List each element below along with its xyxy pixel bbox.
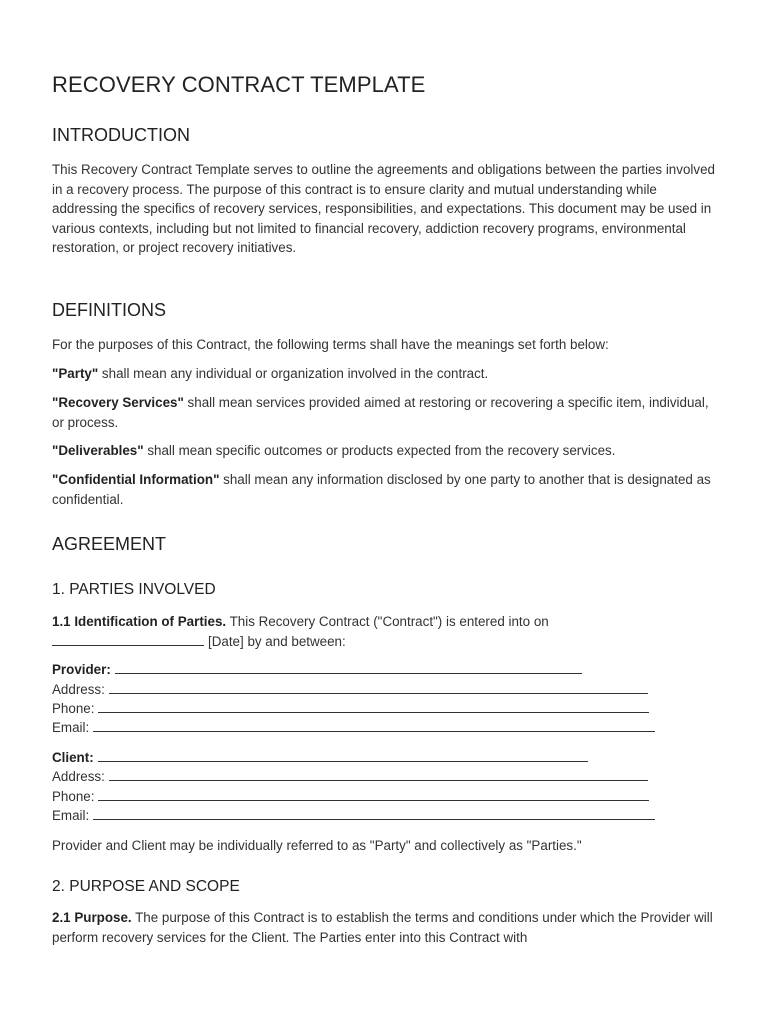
- definition-text: shall mean services provided aimed at restoring or recovering a specific item, individual, or process.: [52, 395, 709, 430]
- client-address-label: Address:: [52, 769, 105, 784]
- definition-term: "Confidential Information": [52, 472, 220, 487]
- definition-text: shall mean any information disclosed by one party to another that is designated as confidential.: [52, 472, 711, 507]
- client-phone-label: Phone:: [52, 789, 95, 804]
- purpose-clause: [52, 908, 724, 947]
- section1-heading: 1. PARTIES INVOLVED: [52, 581, 216, 598]
- client-label: Client:: [52, 750, 94, 765]
- client-email-field: [52, 806, 655, 826]
- definition-recovery-services: [52, 393, 724, 432]
- clause-text: The purpose of this Contract is to establish the terms and conditions under which the Provider will perform recovery services for the Client. The Parties enter into this Contract with: [52, 910, 713, 945]
- definition-party: [52, 364, 724, 384]
- definition-term: "Deliverables": [52, 443, 144, 458]
- definition-text: shall mean specific outcomes or products expected from the recovery services.: [143, 443, 616, 458]
- agreement-heading: AGREEMENT: [52, 534, 167, 554]
- introduction-heading: INTRODUCTION: [52, 125, 190, 145]
- provider-label: Provider:: [52, 662, 111, 677]
- section2-heading: 2. PURPOSE AND SCOPE: [52, 878, 240, 895]
- client-phone-field: [52, 787, 649, 807]
- definitions-intro: For the purposes of this Contract, the following terms shall have the meanings set forth below:: [52, 337, 609, 352]
- identification-clause: [52, 612, 724, 651]
- definition-term: "Recovery Services": [52, 395, 184, 410]
- definitions-heading: DEFINITIONS: [52, 300, 167, 320]
- definition-deliverables: [52, 441, 724, 461]
- provider-email-label: Email:: [52, 720, 90, 735]
- provider-email-blank: [93, 718, 655, 732]
- provider-address-blank: [109, 680, 648, 694]
- provider-name-blank: [115, 660, 582, 674]
- document-title: RECOVERY CONTRACT TEMPLATE: [52, 72, 426, 97]
- client-email-blank: [93, 806, 655, 820]
- definition-term: "Party": [52, 366, 99, 381]
- provider-name-field: [52, 660, 582, 680]
- client-address-blank: [109, 767, 648, 781]
- clause-label: 2.1 Purpose.: [52, 910, 132, 925]
- parties-closing-text: Provider and Client may be individually referred to as "Party" and collectively as "Parties.": [52, 838, 582, 853]
- client-email-label: Email:: [52, 808, 90, 823]
- provider-phone-field: [52, 699, 649, 719]
- provider-phone-label: Phone:: [52, 701, 95, 716]
- client-name-field: [52, 748, 588, 768]
- provider-email-field: [52, 718, 655, 738]
- client-address-field: [52, 767, 648, 787]
- clause-text: This Recovery Contract ("Contract") is entered into on: [226, 614, 549, 629]
- date-blank: [52, 632, 204, 646]
- definition-confidential-information: [52, 470, 724, 509]
- clause-text-date: [Date] by and between:: [208, 633, 346, 649]
- client-phone-blank: [98, 787, 649, 801]
- provider-address-label: Address:: [52, 682, 105, 697]
- introduction-text: This Recovery Contract Template serves to outline the agreements and obligations between the parties involved in a recovery process. The purpose of this contract is to ensure clarity and mutual understanding while addressing the specifics of recovery services, responsibilities, and expectations. This document may be used in various contexts, including but not limited to financial recovery, addiction recovery programs, environmental restoration, or project recovery initiatives.: [52, 162, 715, 255]
- provider-address-field: [52, 680, 648, 700]
- client-name-blank: [98, 748, 588, 762]
- provider-phone-blank: [98, 699, 649, 713]
- definition-text: shall mean any individual or organization involved in the contract.: [98, 366, 489, 381]
- clause-label: 1.1 Identification of Parties.: [52, 614, 227, 629]
